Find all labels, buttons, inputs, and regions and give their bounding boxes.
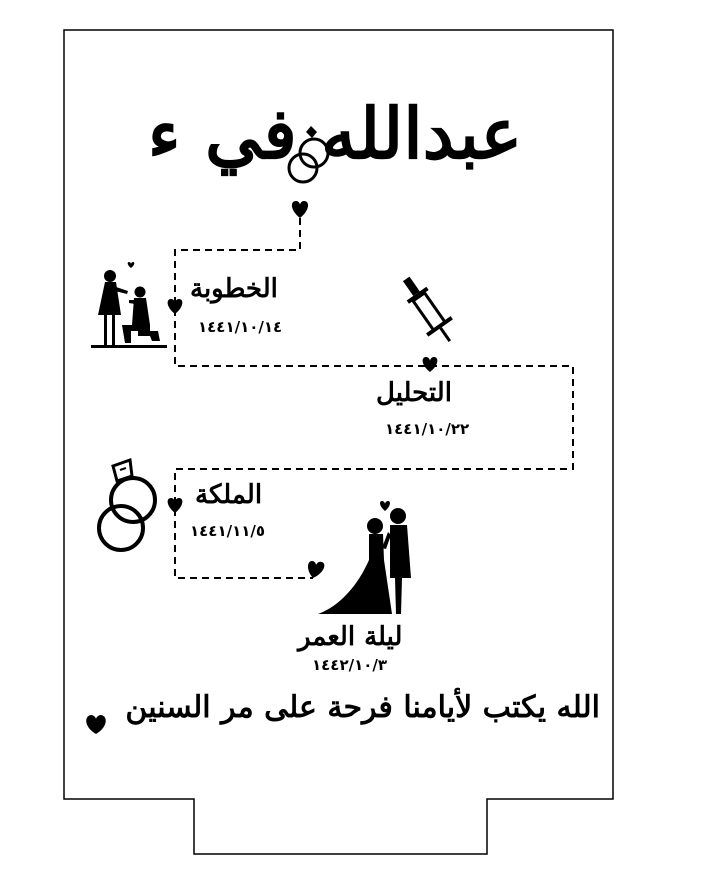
event-wedding-date: ١٤٤٢/١٠/٣ [312, 656, 388, 674]
event-contract-label: الملكة [195, 480, 263, 510]
event-contract-date: ١٤٤١/١١/٥ [190, 522, 266, 540]
timeline-heart-icon [423, 357, 438, 372]
event-engagement-label: الخطوبة [190, 274, 278, 304]
event-wedding-label: ليلة العمر [298, 622, 403, 652]
timeline-heart-icon [308, 561, 324, 578]
event-test-label: التحليل [376, 378, 452, 408]
wedding-rings-icon [99, 460, 155, 550]
event-test-date: ١٤٤١/١٠/٢٢ [385, 420, 470, 438]
footer-heart-icon [86, 715, 105, 734]
syringe-icon [394, 270, 462, 349]
event-engagement-date: ١٤٤١/١٠/١٤ [198, 318, 283, 336]
footer-verse: الله يكتب لأيامنا فرحة على مر السنين [125, 690, 600, 725]
page-title: عبدالله في ء [147, 92, 523, 175]
title-heart-icon [292, 201, 308, 218]
proposal-couple-icon [91, 262, 167, 348]
bride-groom-icon [318, 501, 411, 614]
